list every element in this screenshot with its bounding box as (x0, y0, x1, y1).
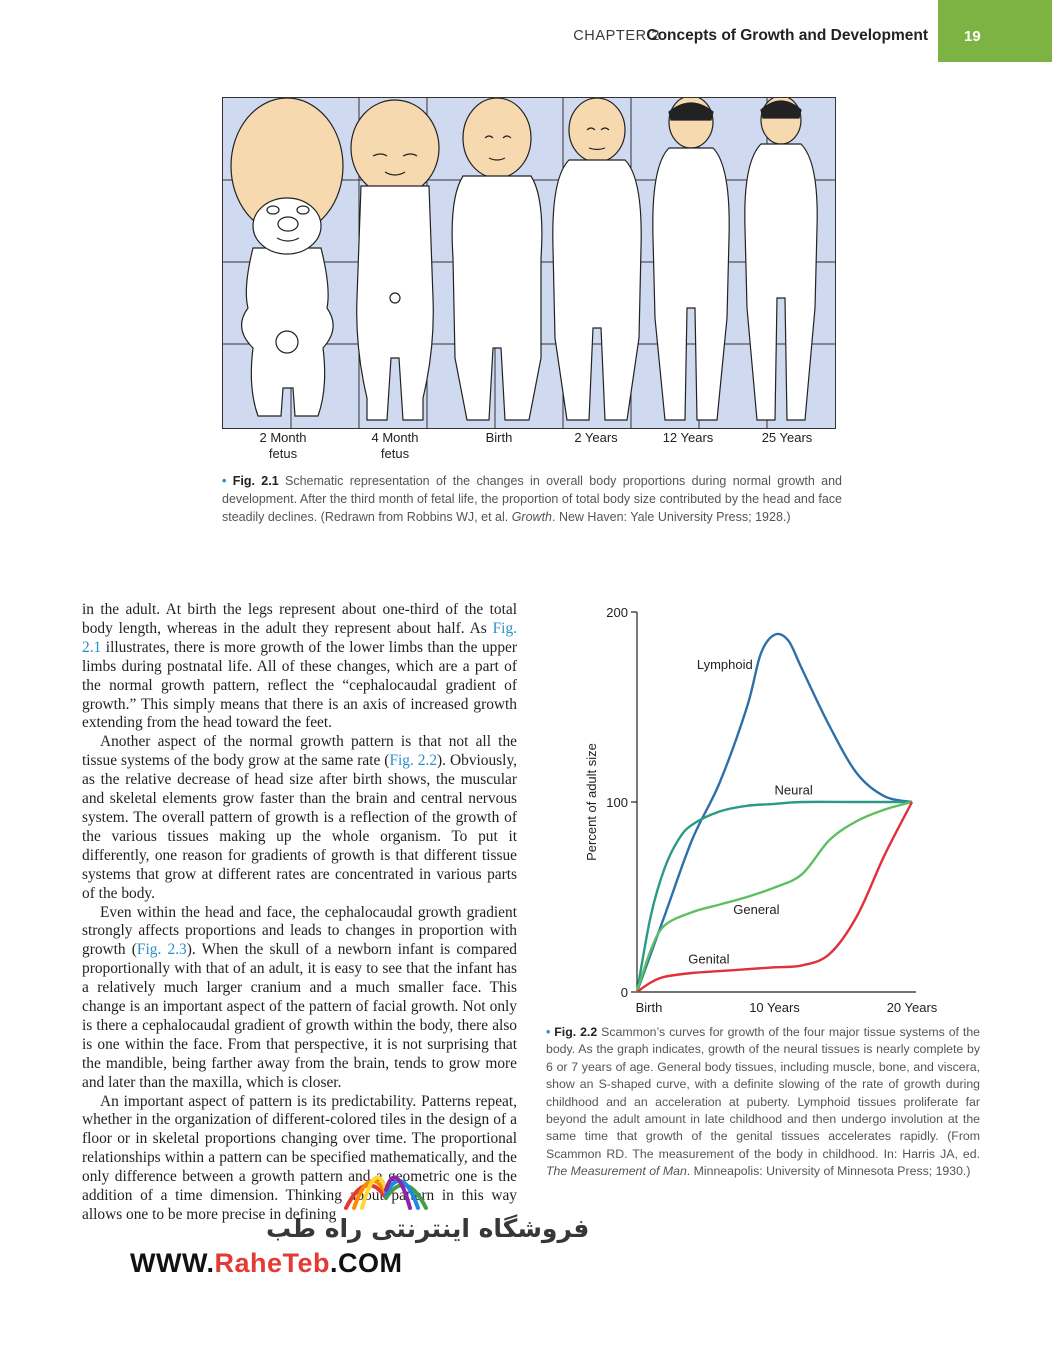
age-label: 12 Years (662, 430, 714, 445)
caption-text: Schematic representation of the changes in overall body proportions during normal growth and development. After the third month of fetal life, the proportion of total body size contributed by the head and face steadily declines. (Redrawn from Robbins WJ, et al. (222, 474, 842, 524)
paragraph: Even within the head and face, the cephalocaudal growth gradient strongly affects proportions and leads to changes in proportion with growth (Fig. 2.3). When the skull of a newborn infant is compared proportionally with that of an adult, it is easy to see that the infant has a relatively much larger cranium and a much smaller face. This change is an important aspect of the pattern of facial growth. Not only is there a cephalocaudal gradient of growth within the body, there also is one within the face. From that perspective, it is not surprising that the mandible, being farther away from the brain, tends to grow more and later than the maxilla, which is closer. (82, 903, 517, 1091)
figure-body-proportions (222, 97, 836, 429)
x-tick-label: 10 Years (749, 1000, 800, 1015)
watermark-persian: فروشگاه اینترنتی راه طب (266, 1214, 590, 1243)
age-label: 2 Month fetus (259, 430, 307, 461)
figure-2-years (553, 98, 641, 420)
caption-text: . Minneapolis: University of Minnesota Press; 1930.) (686, 1164, 971, 1179)
series-label: Neural (774, 782, 813, 798)
caption-bullet: • (222, 474, 227, 488)
series-label: General (733, 902, 780, 918)
figure-12-years (653, 98, 729, 420)
series-label: Lymphoid (696, 657, 753, 672)
caption-bullet: • (546, 1025, 551, 1039)
chart-svg (580, 600, 980, 1020)
figure-birth (452, 98, 542, 420)
age-label: 4 Month fetus (371, 430, 419, 461)
age-label: 25 Years (761, 430, 813, 445)
figure-ref-link[interactable]: Fig. 2.1 (82, 619, 517, 656)
y-tick-label: 200 (606, 605, 628, 620)
series-line-general (637, 802, 912, 992)
y-axis-label: Percent of adult size (584, 743, 599, 861)
series-line-genital (637, 802, 912, 992)
body-proportions-illustration (223, 98, 835, 428)
body-text-column (82, 601, 517, 1225)
figure-2-month-fetus (231, 98, 343, 416)
series-line-lymphoid (637, 634, 912, 992)
paragraph: in the adult. At birth the legs represent about one-third of the total body length, whereas in the adult they represent about half. As Fig. 2.1 illustrates, there is more growth of the lower limbs than the upper limbs during postnatal life. All of these changes, which are a part of the normal growth pattern, reflect the “cephalocaudal gradient of growth.” This simply means that there is an axis of increased growth extending from the head toward the feet. (82, 601, 517, 732)
chapter-title: Concepts of Growth and Development (646, 27, 928, 44)
figure1-age-labels (222, 430, 842, 464)
y-tick-label: 0 (620, 985, 628, 1000)
figure-ref-link[interactable]: Fig. 2.3 (136, 941, 187, 959)
series-label: Genital (688, 951, 730, 967)
caption-text: . New Haven: Yale University Press; 1928.) (552, 510, 791, 524)
figure2-id: Fig. 2.2 (554, 1025, 598, 1039)
page-number: 19 (964, 28, 981, 45)
page-number-tab (938, 0, 1052, 62)
chapter-label: CHAPTER 2 (573, 28, 660, 44)
age-label: 2 Years (574, 430, 618, 445)
series-line-neural (637, 802, 912, 992)
x-tick-label: Birth (635, 1000, 663, 1015)
caption-italic: Growth (511, 510, 552, 524)
figure2-caption (546, 1024, 980, 1181)
paragraph: An important aspect of pattern is its predictability. Patterns repeat, whether in the organization of different-colored tiles in the design of a floor or in skeletal proportions changing over time. The proportional relationships within a pattern can be specified mathematically, and the only difference between a growth pattern and a geometric one is the addition of a time dimension. Thinking about pattern in this way allows one to be more precise in defining (82, 1092, 517, 1223)
age-label: Birth (485, 430, 513, 445)
scammon-growth-chart (580, 600, 980, 1020)
figure-25-years (745, 98, 817, 420)
caption-text: Scammon’s curves for growth of the four major tissue systems of the body. As the graph indicates, growth of the neural tissues is nearly complete by 6 or 7 years of age. General body tissues, including muscle, bone, and viscera, show an S-shaped curve, with a definite slowing of the rate of growth during childhood and an acceleration at puberty. Lymphoid tissues proliferate far beyond the adult amount in late childhood and then undergo involution at the same time that growth of the genital tissues accelerates rapidly. (From Scammon RD. The measurement of the body in childhood. In: Harris JA, ed. (546, 1025, 980, 1161)
caption-italic: The Measurement of Man (546, 1164, 687, 1179)
x-tick-label: 20 Years (886, 1000, 938, 1015)
figure-ref-link[interactable]: Fig. 2.2 (389, 752, 438, 770)
page-header (0, 0, 1052, 62)
figure-4-month-fetus (351, 100, 439, 420)
figure1-id: Fig. 2.1 (232, 474, 279, 488)
figure1-caption (222, 472, 842, 526)
y-tick-label: 100 (606, 795, 628, 810)
watermark-url: WWW.RaheTeb.COM (130, 1248, 403, 1278)
paragraph: Another aspect of the normal growth pattern is that not all the tissue systems of the body grow at the same rate (Fig. 2.2). Obviously, as the relative decrease of head size after birth shows, the muscular and skeletal elements grow faster than the brain and central nervous system. The overall pattern of growth is a reflection of the growth of the various tissues making up the whole organism. To put it differently, one reason for gradients of growth is that different tissue systems that grow at different rates are concentrated in various parts of the body. (82, 733, 517, 902)
